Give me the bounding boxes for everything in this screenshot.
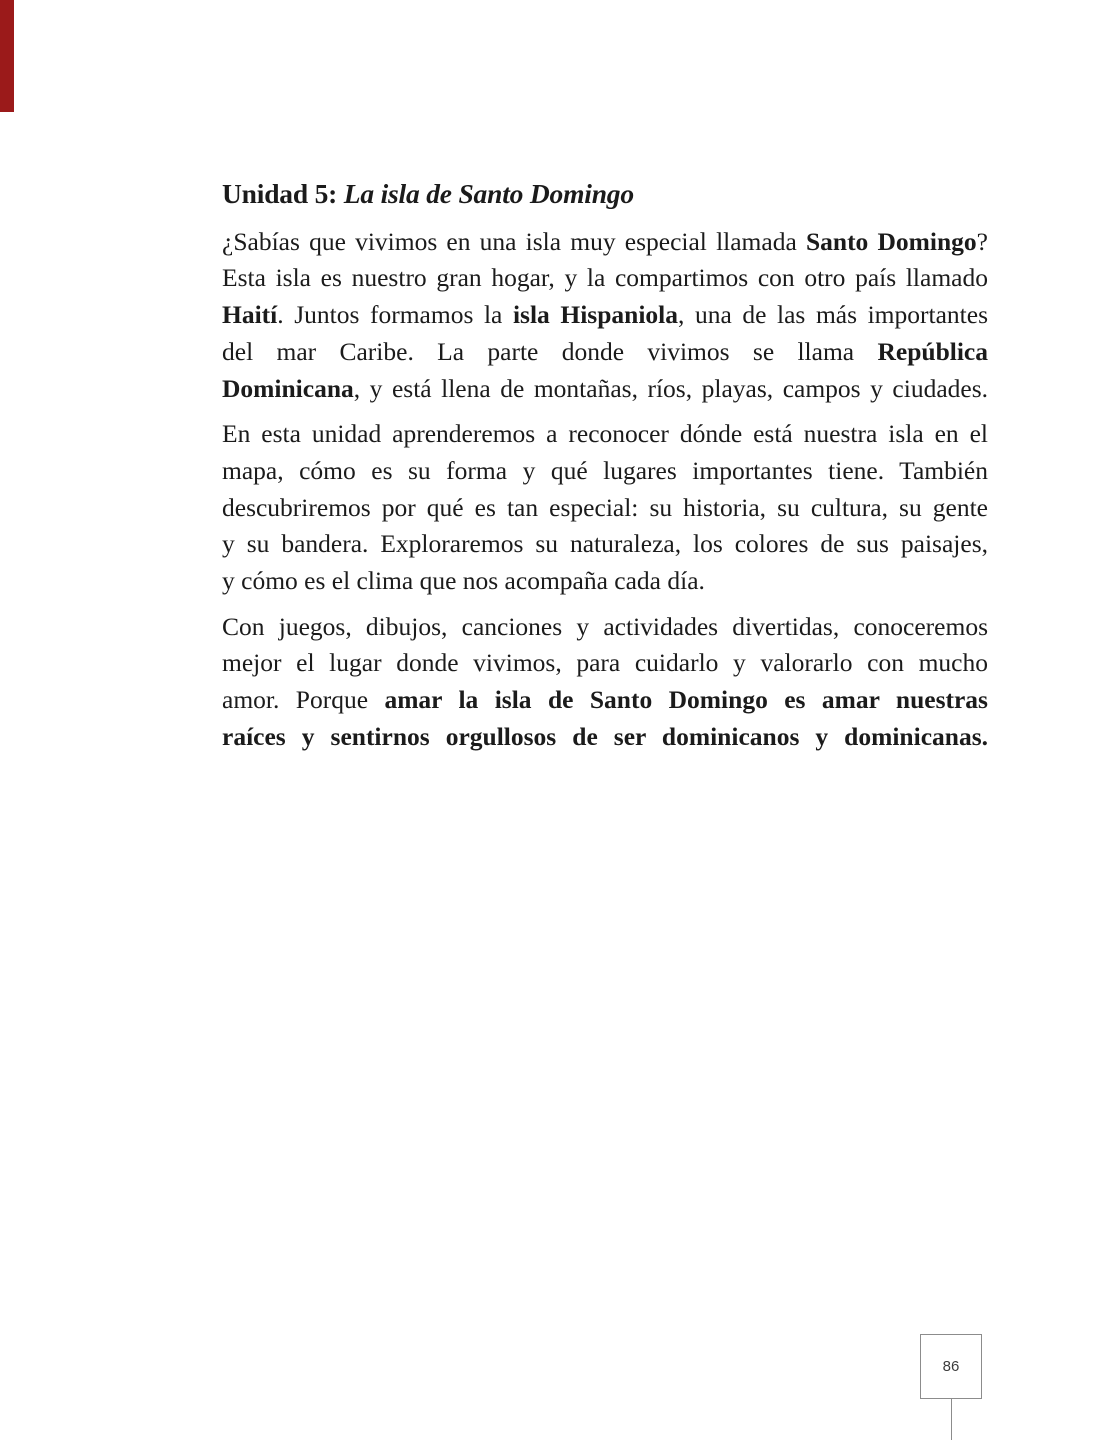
text-line: [222, 453, 988, 490]
bold-text-segment: raíces y sentirnos orgullosos de ser dominicanos y dominicanas.: [222, 721, 988, 751]
text-line: [222, 490, 988, 527]
text-segment: , y está llena de montañas, ríos, playas, campos y ciudades.: [353, 373, 988, 403]
text-line: [222, 224, 988, 261]
bold-text-segment: isla Hispaniola: [512, 300, 679, 330]
bold-text-segment: Dominicana: [222, 373, 354, 403]
page-number-rule: [951, 1399, 953, 1440]
text-segment: mapa, cómo es su forma y qué lugares importantes tiene. También: [222, 455, 988, 485]
bold-text-segment: Haití: [222, 300, 278, 330]
text-line: [222, 563, 988, 600]
text-segment: En esta unidad aprenderemos a reconocer dónde está nuestra isla en el: [222, 419, 988, 449]
page-number-box: [920, 1334, 982, 1399]
text-segment: . Juntos formamos la: [277, 300, 513, 330]
text-segment: Con juegos, dibujos, canciones y actividades divertidas, conoceremos: [222, 611, 988, 641]
text-column: [222, 176, 988, 756]
text-segment: y su bandera. Exploraremos su naturaleza, los colores de sus paisajes,: [222, 529, 988, 559]
text-line: [222, 297, 988, 334]
text-line: [222, 645, 988, 682]
text-line: [222, 609, 988, 646]
text-segment: amor. Porque: [222, 685, 385, 715]
bold-text-segment: Santo Domingo: [805, 226, 977, 256]
text-line: [222, 526, 988, 563]
unit-title: [222, 176, 988, 213]
text-line: [222, 260, 988, 297]
bold-text-segment: República: [877, 336, 988, 366]
unit-title-name: La isla de Santo Domingo: [343, 178, 634, 209]
text-line: [222, 371, 988, 408]
text-segment: ¿Sabías que vivimos en una isla muy especial llamada: [222, 226, 806, 256]
text-segment: Esta isla es nuestro gran hogar, y la compartimos con otro país llamado: [222, 263, 988, 293]
accent-bar: [0, 0, 14, 112]
text-segment: descubriremos por qué es tan especial: su historia, su cultura, su gente: [222, 492, 988, 522]
paragraph-closing: [222, 609, 988, 756]
text-line: [222, 334, 988, 371]
page-number: 86: [942, 1358, 960, 1375]
text-line: [222, 719, 988, 756]
unit-title-prefix: Unidad 5:: [222, 178, 344, 209]
text-line: [222, 416, 988, 453]
text-line: [222, 682, 988, 719]
text-segment: mejor el lugar donde vivimos, para cuidarlo y valorarlo con mucho: [222, 648, 988, 678]
text-segment: del mar Caribe. La parte donde vivimos se llama: [222, 336, 878, 366]
text-segment: , una de las más importantes: [678, 300, 988, 330]
paragraph-unit-overview: [222, 416, 988, 600]
bold-text-segment: amar la isla de Santo Domingo es amar nuestras: [384, 685, 988, 715]
text-segment: y cómo es el clima que nos acompaña cada día.: [222, 566, 705, 596]
text-segment: ?: [976, 226, 988, 256]
paragraph-intro: [222, 224, 988, 408]
